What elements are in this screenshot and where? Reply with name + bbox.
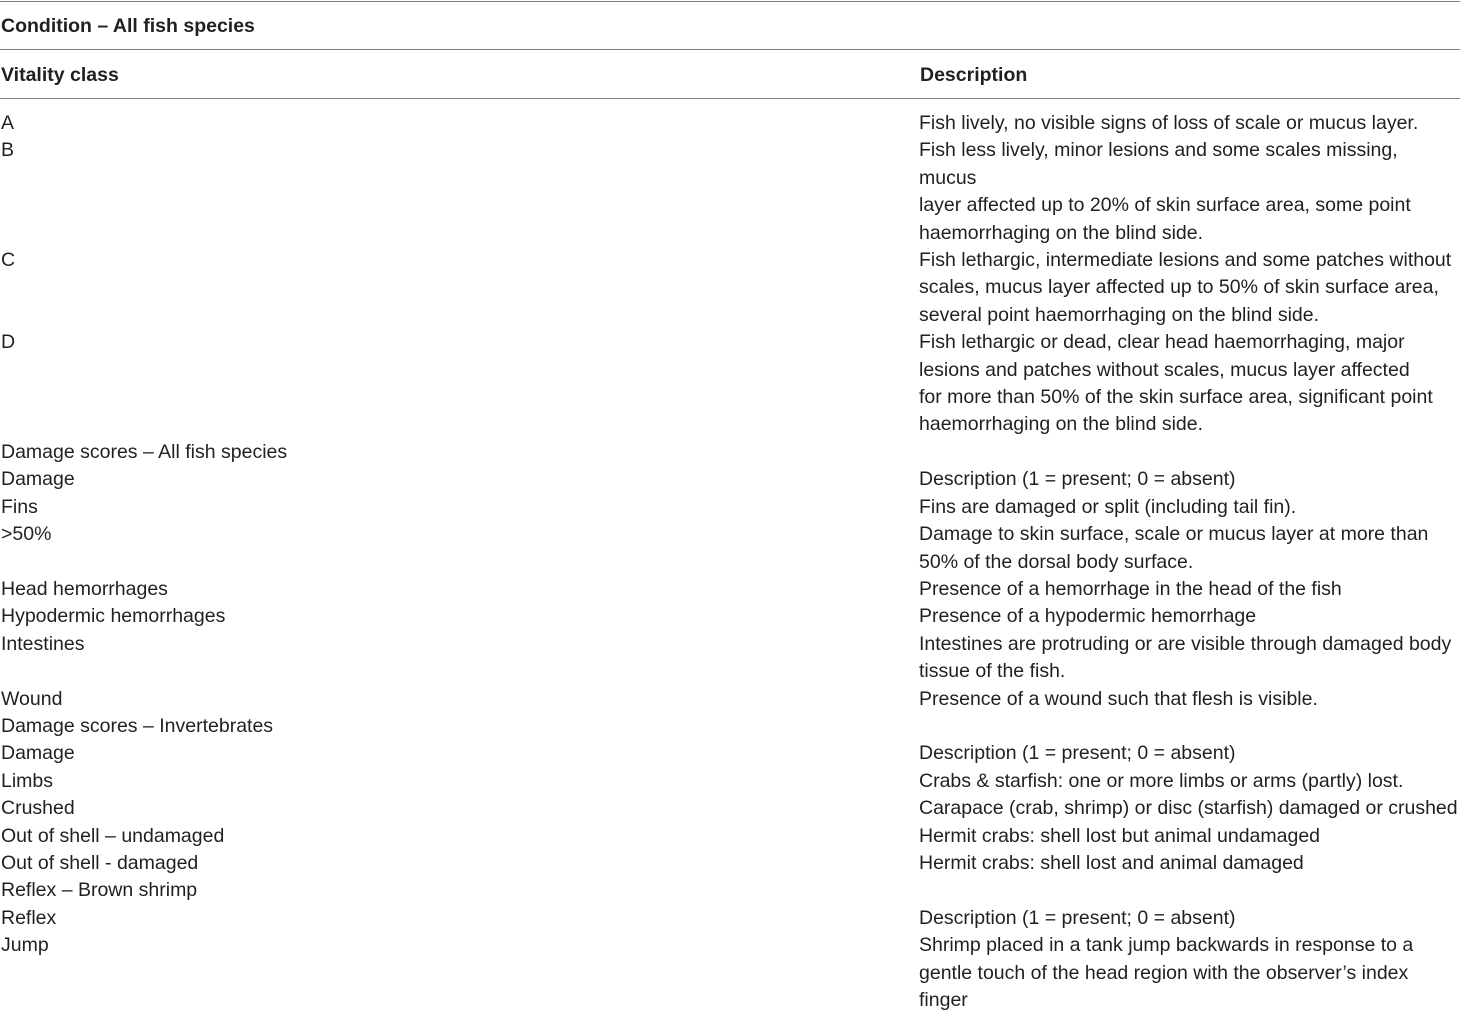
row-description: Description (1 = present; 0 = absent)	[919, 742, 1236, 765]
row-label: Out of shell - damaged	[1, 851, 199, 874]
row-description: Crabs & starfish: one or more limbs or arms (partly) lost.	[919, 769, 1404, 792]
row-description: Fish lively, no visible signs of loss of scale or mucus layer.	[919, 112, 1419, 134]
column-header-description: Description	[920, 64, 1028, 86]
row-label: C	[1, 249, 16, 272]
top-rule	[0, 1, 1460, 2]
row-label: Wound	[1, 687, 63, 710]
table-row	[0, 740, 1460, 767]
table-row	[0, 823, 1460, 850]
table-row	[0, 631, 1460, 686]
row-description: Damage to skin surface, scale or mucus layer at more than 50% of the dorsal body surface.	[919, 523, 1429, 573]
table-row	[0, 713, 1460, 740]
row-description: Presence of a hypodermic hemorrhage	[919, 605, 1257, 628]
table-row	[0, 686, 1460, 713]
table-row	[0, 576, 1460, 603]
row-label: Limbs	[1, 769, 54, 792]
row-label: >50%	[1, 523, 52, 546]
row-label: Head hemorrhages	[1, 577, 168, 600]
table-row	[0, 521, 1460, 576]
table-row	[0, 795, 1460, 822]
row-label: Out of shell – undamaged	[1, 824, 225, 847]
header-rule	[0, 98, 1460, 99]
row-label: Jump	[1, 934, 49, 957]
row-description: Fins are damaged or split (including tail fin).	[919, 495, 1297, 518]
table-row	[0, 110, 1460, 137]
table-row	[0, 850, 1460, 877]
row-label: Damage	[1, 742, 75, 765]
table-row	[0, 877, 1460, 904]
table-row	[0, 439, 1460, 466]
column-header-vitality-class: Vitality class	[1, 64, 119, 86]
row-description: Fish lethargic, intermediate lesions and some patches without scales, mucus layer affected up to 50% of skin surface area, several point haemorrhaging on the blind side.	[919, 249, 1452, 326]
table-row	[0, 932, 1460, 1014]
table-row	[0, 247, 1460, 329]
caption-rule	[0, 49, 1460, 50]
row-description: Shrimp placed in a tank jump backwards in response to a gentle touch of the head region with the observer’s index finger	[919, 934, 1414, 1011]
table-row	[0, 603, 1460, 630]
row-label: Reflex	[1, 906, 57, 929]
row-label: Damage scores – All fish species	[1, 440, 288, 463]
row-description: Carapace (crab, shrimp) or disc (starfish) damaged or crushed	[919, 797, 1458, 820]
row-description: Description (1 = present; 0 = absent)	[919, 906, 1236, 929]
row-description: Presence of a hemorrhage in the head of the fish	[919, 577, 1342, 600]
row-label: Reflex – Brown shrimp	[1, 879, 198, 902]
table-body	[0, 110, 1460, 1014]
row-label: D	[1, 331, 16, 354]
row-description: Intestines are protruding or are visible through damaged body tissue of the fish.	[919, 632, 1452, 683]
row-description: Fish lethargic or dead, clear head haemorrhaging, major lesions and patches without scales, mucus layer affected for more than 50% of the skin surface area, significant point haemorrhaging on the blind side.	[919, 331, 1433, 436]
table-caption: Condition – All fish species	[1, 15, 255, 37]
table-row	[0, 494, 1460, 521]
row-label: A	[1, 112, 15, 134]
table-row	[0, 137, 1460, 247]
row-description: Presence of a wound such that flesh is visible.	[919, 687, 1318, 710]
row-label: Fins	[1, 495, 38, 518]
table-row	[0, 466, 1460, 493]
table-row	[0, 905, 1460, 932]
row-description: Hermit crabs: shell lost and animal damaged	[919, 851, 1304, 874]
table-row	[0, 768, 1460, 795]
row-description: Fish less lively, minor lesions and some scales missing, mucus layer affected up to 20% of skin surface area, some point haemorrhaging on the blind side.	[919, 139, 1411, 244]
table-row	[0, 329, 1460, 439]
row-label: Damage scores – Invertebrates	[1, 714, 274, 737]
row-label: Intestines	[1, 632, 85, 655]
row-label: Damage	[1, 468, 75, 491]
row-label: Hypodermic hemorrhages	[1, 605, 226, 628]
row-label: Crushed	[1, 797, 75, 820]
row-description: Description (1 = present; 0 = absent)	[919, 468, 1236, 491]
row-description: Hermit crabs: shell lost but animal undamaged	[919, 824, 1321, 847]
row-label: B	[1, 139, 15, 162]
